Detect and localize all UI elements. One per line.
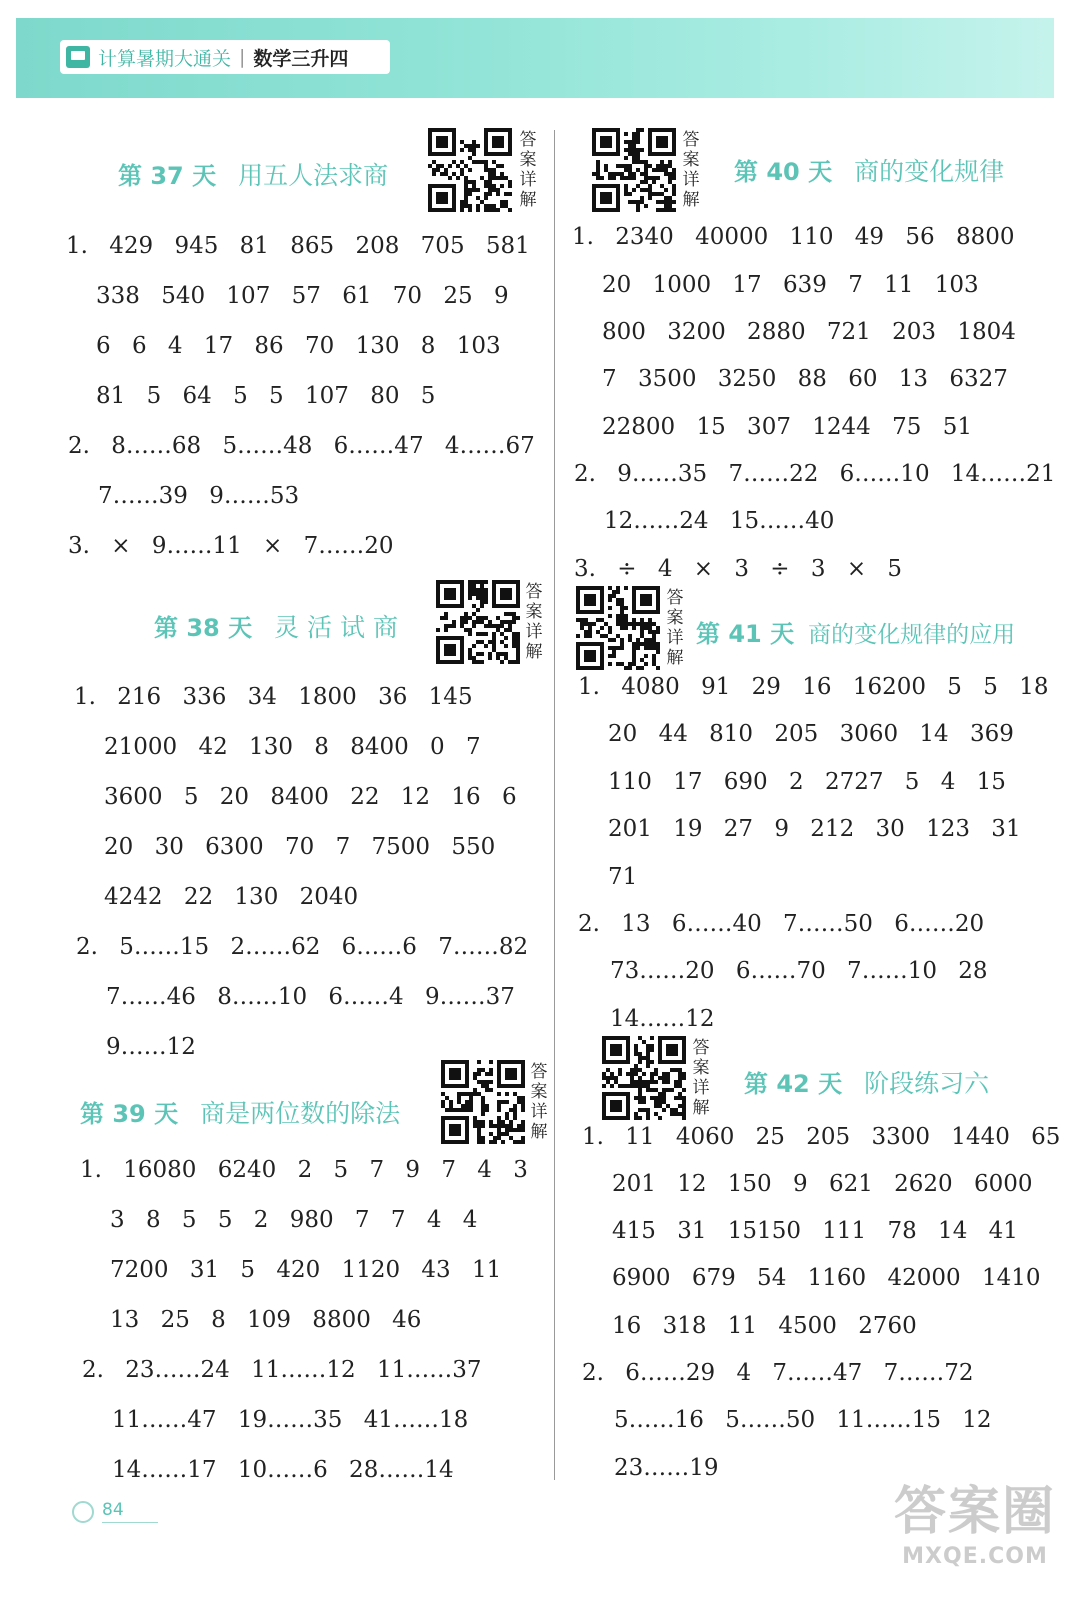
answer-line: 6 6 4 17 86 70 130 8 103 [96,333,501,359]
topic-label: 商的变化规律的应用 [808,622,1016,648]
subject-title: 数学三升四 [253,47,349,70]
header-title-bar [60,40,390,74]
topic-label: 商是两位数的除法 [200,1099,401,1128]
answer-line: 2. 23……24 11……12 11……37 [82,1357,482,1383]
topic-label: 灵 活 试 商 [274,613,398,642]
answer-line: 800 3200 2880 721 203 1804 [602,319,1016,345]
watermark [890,1480,1060,1590]
day-label: 第 38 天 [154,614,253,642]
answer-line: 3. ÷ 4 × 3 ÷ 3 × 5 [574,556,903,582]
answer-line: 73……20 6……70 7……10 28 [610,958,988,984]
section-title [154,608,398,644]
answer-line: 1. 16080 6240 2 5 7 9 7 4 3 [80,1157,528,1183]
answer-line: 5……16 5……50 11……15 12 [614,1407,992,1433]
answer-line: 3. × 9……11 × 7……20 [68,533,394,559]
answer-line: 22800 15 307 1244 75 51 [602,414,972,440]
answer-line: 1. 4080 91 29 16 16200 5 5 18 [578,674,1049,700]
answer-line: 3 8 5 5 2 980 7 7 4 4 [110,1207,478,1233]
answer-line: 7200 31 5 420 1120 43 11 [110,1257,502,1283]
qr-label: 答 案 详 解 [692,1038,710,1118]
answer-line: 23……19 [614,1455,719,1481]
watermark-logo: 答案圈 [893,1482,1056,1542]
qr-label: 答 案 详 解 [525,582,543,662]
book-icon [66,46,90,68]
answer-line: 201 12 150 9 621 2620 6000 [612,1171,1033,1197]
answer-line: 7……46 8……10 6……4 9……37 [106,984,515,1010]
answer-line: 9……12 [106,1034,196,1060]
answer-line: 2. 9……35 7……22 6……10 14……21 [574,461,1056,487]
qr-code[interactable] [592,128,676,212]
qr-code[interactable] [441,1060,525,1144]
day-label: 第 39 天 [80,1100,179,1128]
header-separator: | [239,46,246,68]
answer-line: 20 30 6300 70 7 7500 550 [104,834,496,860]
answer-line: 7……39 9……53 [98,483,300,509]
answer-line: 3600 5 20 8400 22 12 16 6 [104,784,517,810]
qr-label: 答 案 详 解 [682,130,700,210]
answer-line: 1. 2340 40000 110 49 56 8800 [572,224,1015,250]
qr-code[interactable] [428,128,512,212]
answer-line: 11……47 19……35 41……18 [112,1407,469,1433]
day-label: 第 37 天 [118,162,217,190]
section-title [80,1094,400,1130]
qr-code[interactable] [602,1036,686,1120]
qr-label: 答 案 详 解 [519,130,537,210]
answer-line: 13 25 8 109 8800 46 [110,1307,422,1333]
series-title: 计算暑期大通关 [98,47,232,70]
answer-line: 81 5 64 5 5 107 80 5 [96,383,436,409]
qr-code[interactable] [576,586,660,670]
page-footer [72,1500,158,1523]
answer-line: 2. 5……15 2……62 6……6 7……82 [76,934,529,960]
topic-label: 用五人法求商 [238,161,389,190]
answer-line: 201 19 27 9 212 30 123 31 [608,816,1021,842]
section-title [696,614,1015,649]
answer-line: 16 318 11 4500 2760 [612,1313,917,1339]
answer-line: 415 31 15150 111 78 14 41 [612,1218,1018,1244]
topic-label: 商的变化规律 [854,157,1005,186]
qr-label: 答 案 详 解 [530,1062,548,1142]
answer-line: 1. 11 4060 25 205 3300 1440 65 [582,1124,1061,1150]
sun-swirl-icon [72,1501,94,1523]
day-label: 第 41 天 [696,620,795,648]
answer-line: 20 1000 17 639 7 11 103 [602,272,979,298]
answer-line: 2. 8……68 5……48 6……47 4……67 [68,433,535,459]
answer-line: 14……17 10……6 28……14 [112,1457,454,1483]
answer-line: 1. 429 945 81 865 208 705 581 [66,233,530,259]
section-title [744,1064,989,1100]
answer-line: 12……24 15……40 [604,508,835,534]
answer-line: 21000 42 130 8 8400 0 7 [104,734,481,760]
answer-line: 110 17 690 2 2727 5 4 15 [608,769,1006,795]
answer-line: 2. 13 6……40 7……50 6……20 [578,911,985,937]
topic-label: 阶段练习六 [864,1069,990,1098]
answer-line: 71 [608,864,638,890]
day-label: 第 40 天 [734,158,833,186]
answer-line: 338 540 107 57 61 70 25 9 [96,283,509,309]
answer-line: 1. 216 336 34 1800 36 145 [74,684,473,710]
column-divider [554,130,555,1480]
watermark-url: MXQE.COM [902,1544,1048,1569]
answer-line: 6900 679 54 1160 42000 1410 [612,1265,1041,1291]
qr-label: 答 案 详 解 [666,588,684,668]
answer-line: 4242 22 130 2040 [104,884,359,910]
qr-code[interactable] [436,580,520,664]
answer-line: 20 44 810 205 3060 14 369 [608,721,1014,747]
answer-line: 14……12 [610,1006,715,1032]
answer-line: 2. 6……29 4 7……47 7……72 [582,1360,974,1386]
day-label: 第 42 天 [744,1070,843,1098]
section-title [118,156,388,192]
answer-line: 7 3500 3250 88 60 13 6327 [602,366,1008,392]
page-number: 84 [102,1500,158,1523]
section-title [734,152,1004,188]
